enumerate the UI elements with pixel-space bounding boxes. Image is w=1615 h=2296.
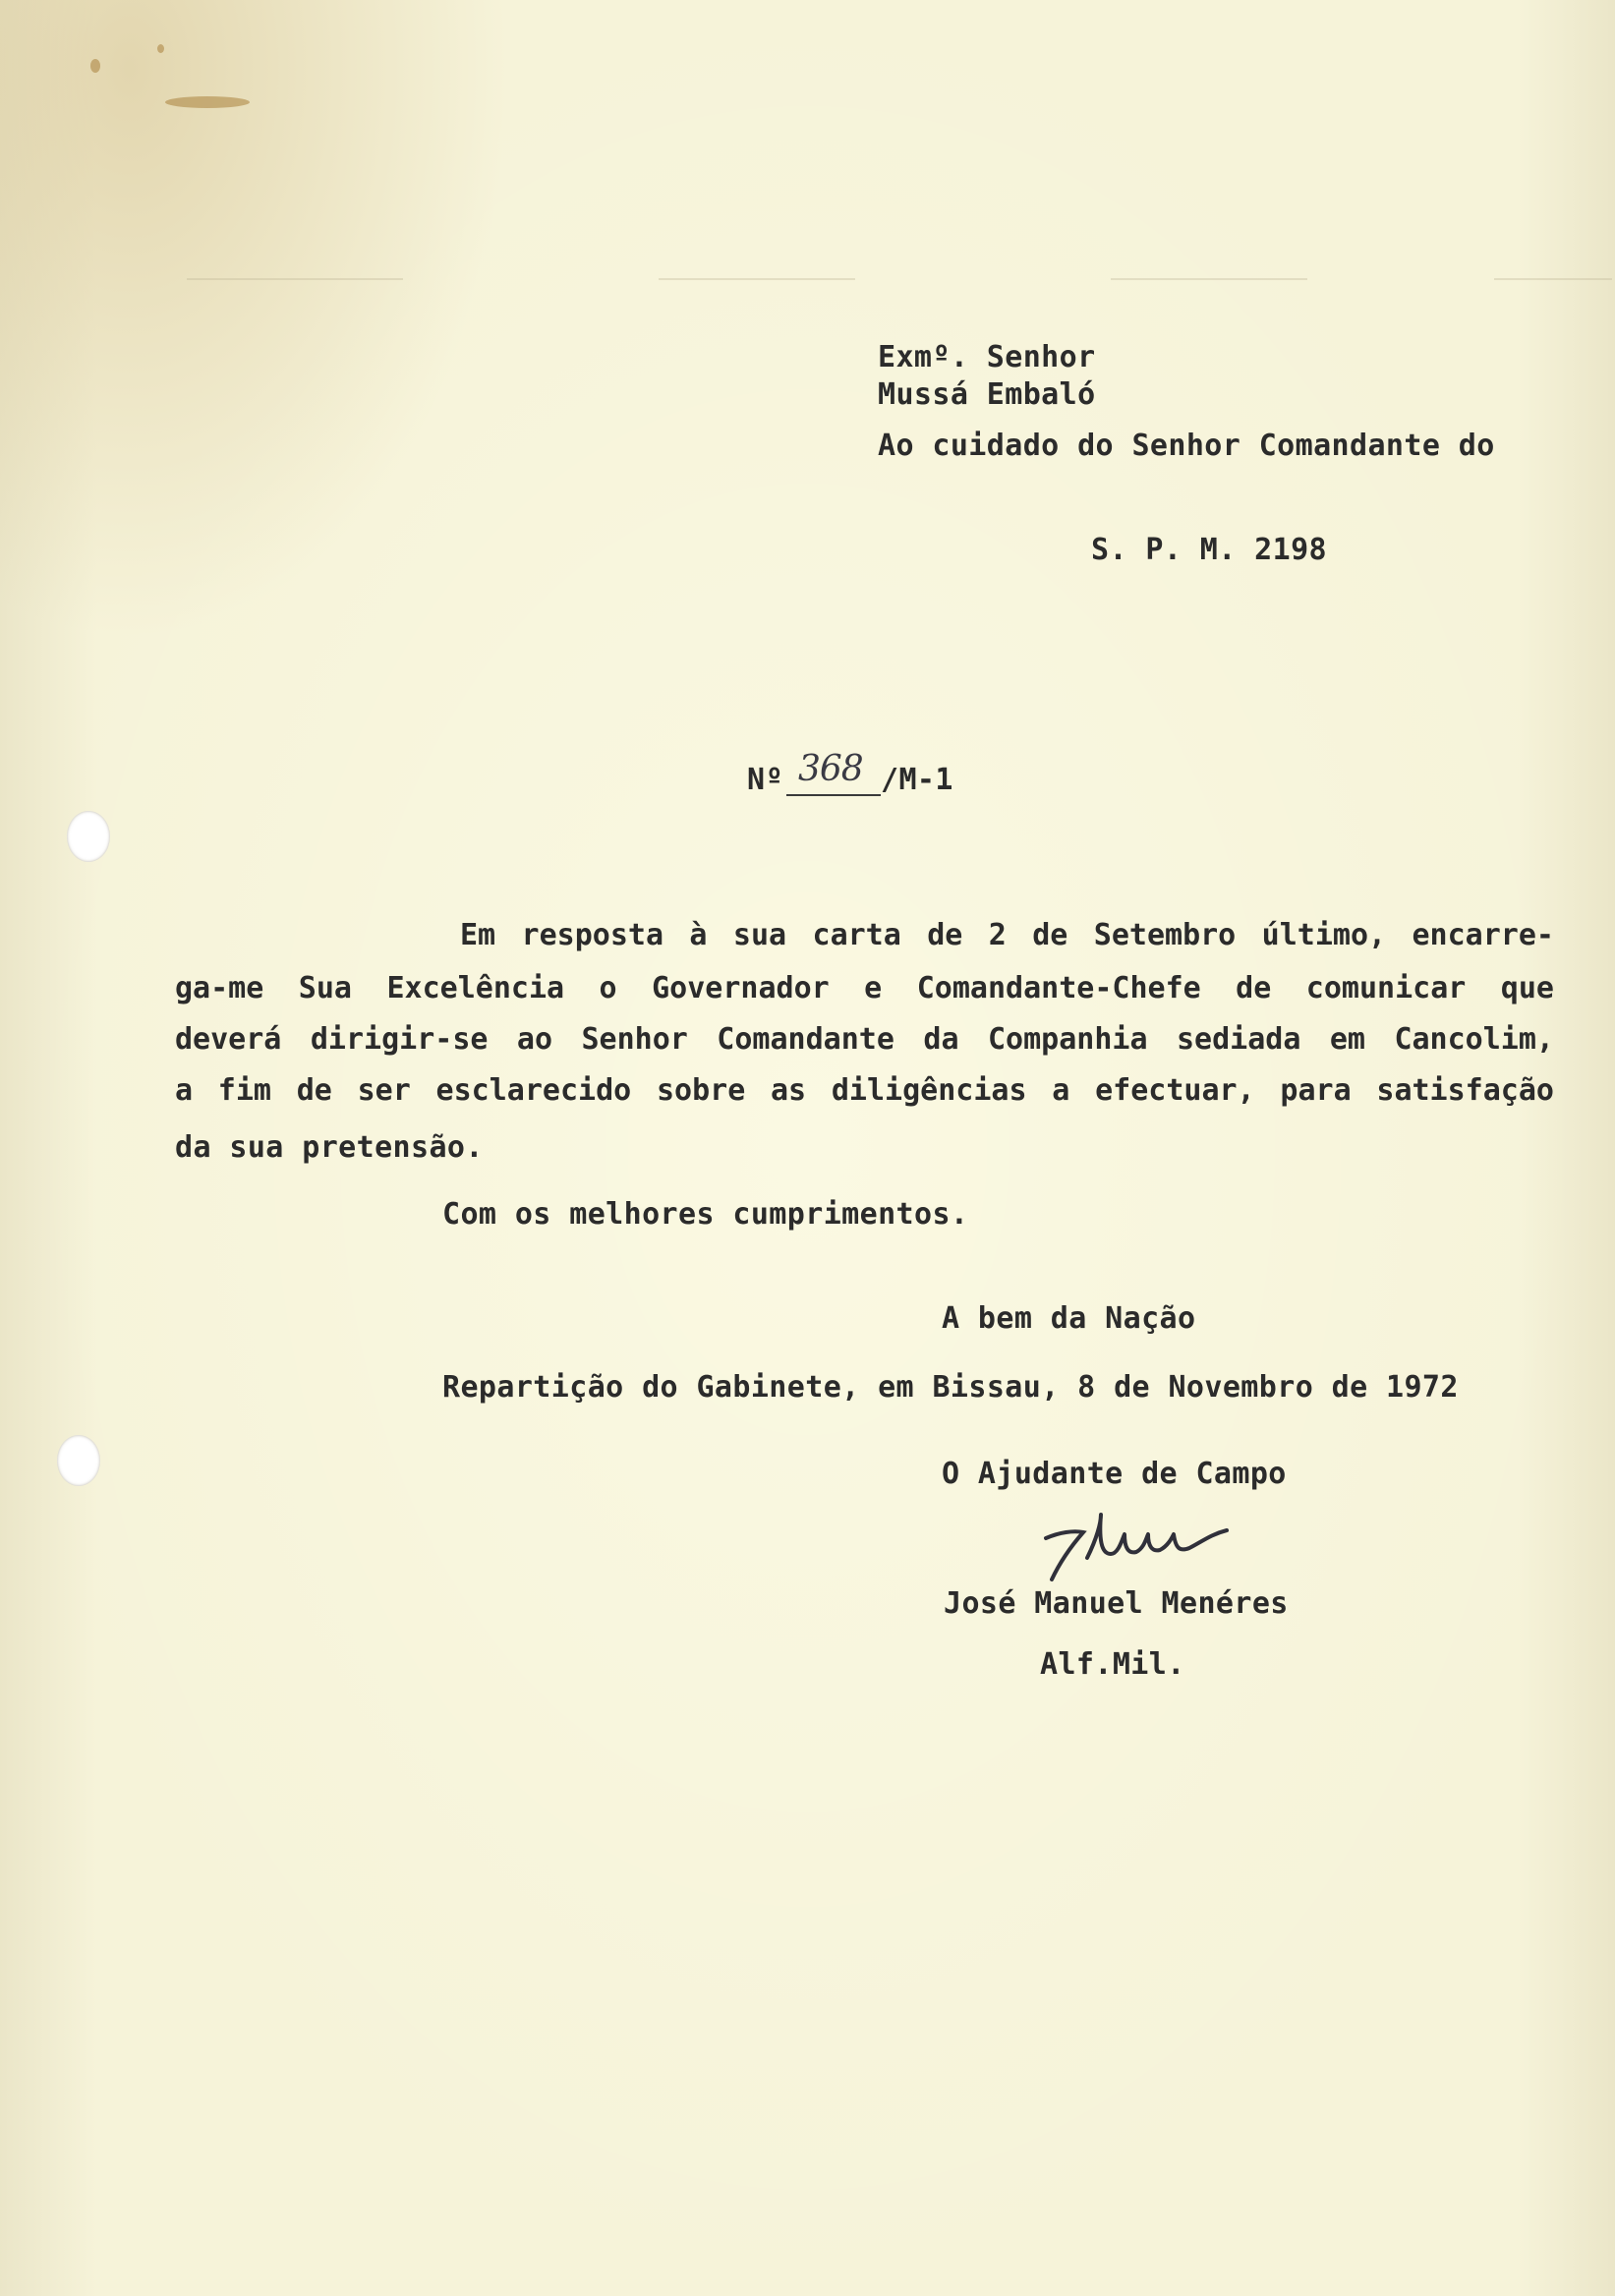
body-line-4: a fim de ser esclarecido sobre as diligências a efectuar, para satisfação — [175, 1073, 1554, 1108]
punch-hole — [57, 1435, 100, 1486]
signatory-role: O Ajudante de Campo — [942, 1457, 1287, 1491]
signatory-rank: Alf.Mil. — [1040, 1647, 1185, 1682]
faint-rule — [1494, 278, 1612, 280]
reference-suffix: /M-1 — [881, 763, 953, 797]
body-line-1: Em resposta à sua carta de 2 de Setembro último, encarre- — [460, 918, 1554, 952]
rust-stain — [165, 96, 250, 108]
recipient-name: Mussá Embaló — [878, 377, 1096, 412]
closing-line: Com os melhores cumprimentos. — [442, 1197, 969, 1232]
rust-stain — [157, 44, 164, 53]
place-date: Repartição do Gabinete, em Bissau, 8 de Novembro de 1972 — [442, 1370, 1459, 1405]
faint-rule — [187, 278, 403, 280]
faint-rule — [1111, 278, 1307, 280]
recipient-postal: S. P. M. 2198 — [1091, 533, 1327, 567]
signatory-name: José Manuel Menéres — [944, 1586, 1289, 1621]
recipient-care-of: Ao cuidado do Senhor Comandante do — [878, 429, 1495, 463]
reference-prefix: Nº — [747, 763, 783, 797]
motto: A bem da Nação — [942, 1301, 1196, 1336]
faint-rule — [659, 278, 855, 280]
body-line-5: da sua pretensão. — [175, 1130, 484, 1165]
recipient-salutation: Exmº. Senhor — [878, 340, 1096, 374]
body-line-2: ga-me Sua Excelência o Governador e Comandante-Chefe de comunicar que — [175, 971, 1554, 1005]
rust-stain — [90, 59, 100, 73]
punch-hole — [67, 811, 110, 862]
body-line-3: deverá dirigir-se ao Senhor Comandante da Companhia sediada em Cancolim, — [175, 1022, 1554, 1057]
handwritten-signature — [1040, 1509, 1256, 1587]
reference-number: 368 — [798, 749, 863, 789]
reference-underline — [786, 794, 881, 796]
